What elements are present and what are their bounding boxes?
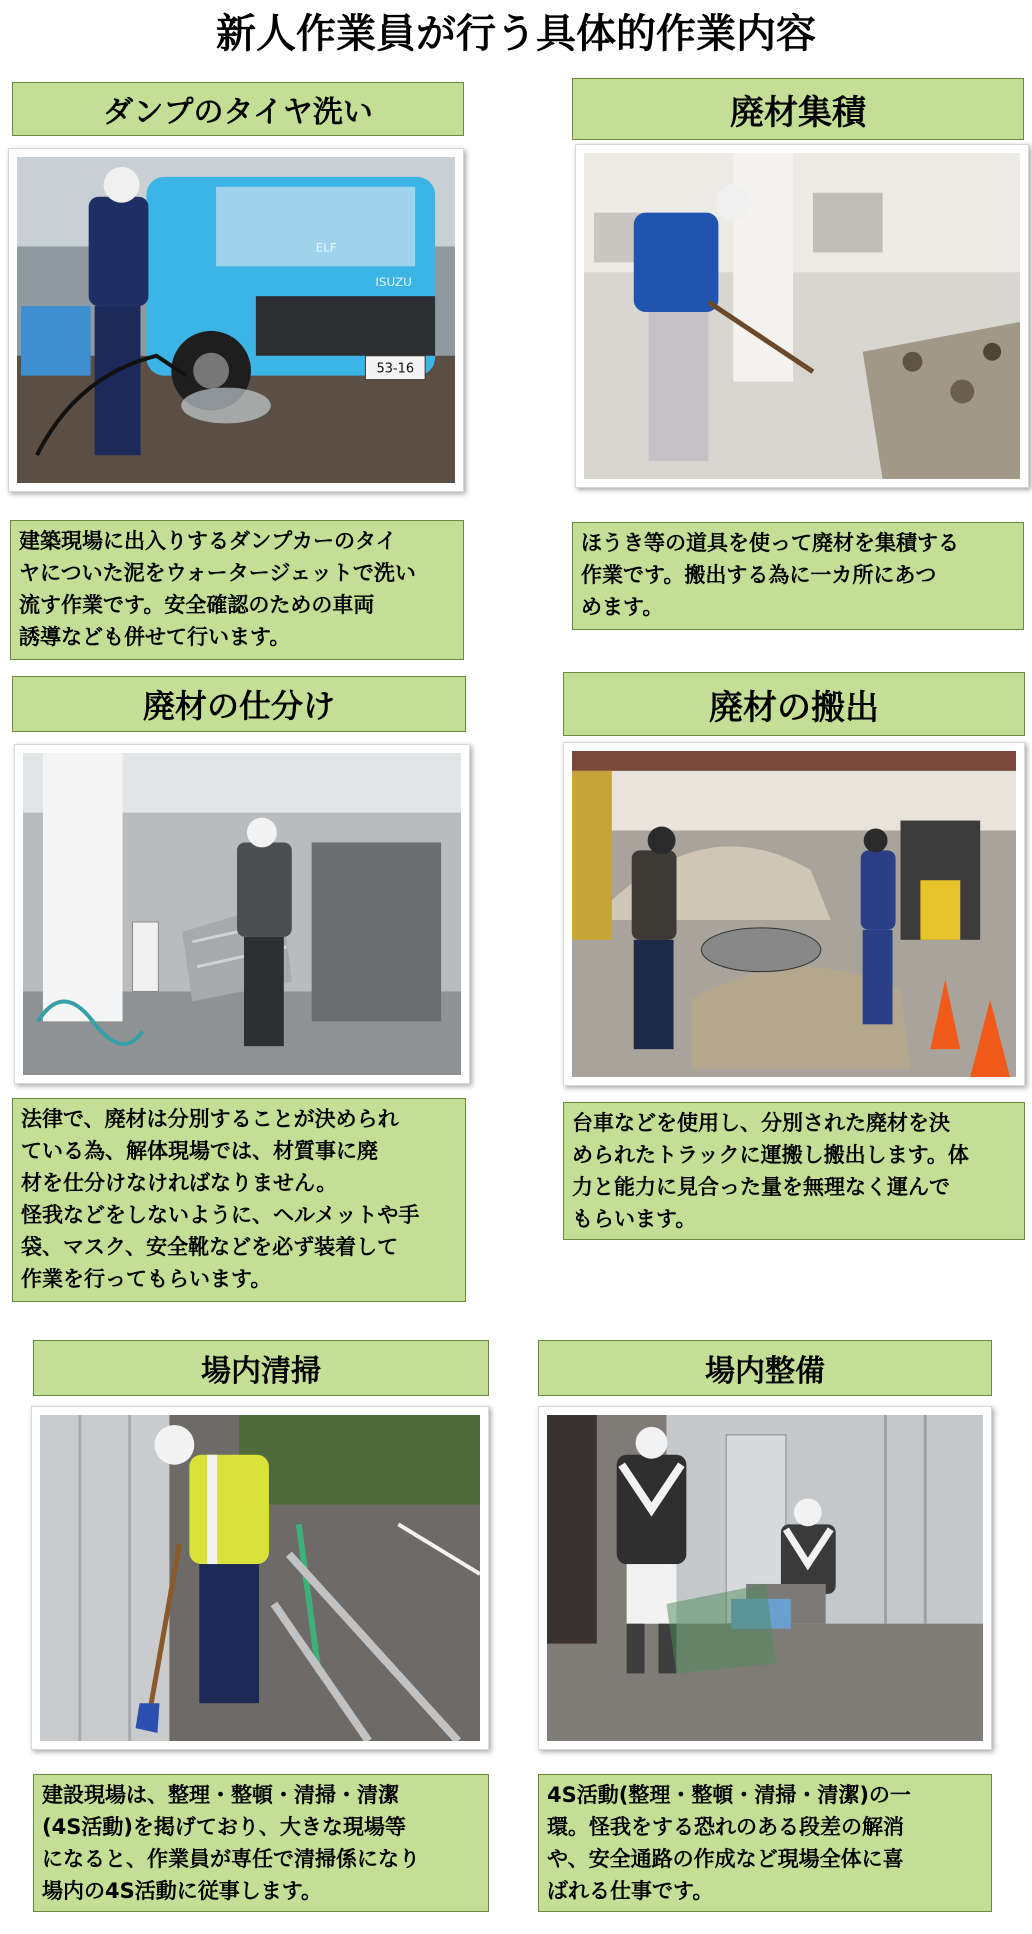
- photo-waste-sorting: [14, 744, 470, 1084]
- page-title: 新人作業員が行う具体的作業内容: [216, 11, 816, 57]
- heading-waste-sorting: [12, 676, 466, 732]
- photo-waste-collection: [575, 144, 1029, 488]
- heading-text: 場内清掃: [201, 1354, 321, 1389]
- svg-text:ISUZU: ISUZU: [375, 275, 412, 290]
- photo-waste-removal: [563, 742, 1025, 1086]
- photo-dump-tire-washing: [8, 148, 464, 492]
- svg-text:ELF: ELF: [315, 240, 337, 255]
- photo-site-maintenance: [538, 1406, 992, 1750]
- heading-text: 廃材の仕分け: [142, 687, 335, 725]
- heading-site-maintenance: [538, 1340, 992, 1396]
- heading-text: 廃材の搬出: [709, 687, 879, 728]
- heading-waste-collection: [572, 78, 1024, 140]
- description-site-maintenance: 4S活動(整理・整頓・清掃・清潔)の一 環。怪我をする恐れのある段差の解消 や、安全通路の作成など現場全体に喜 ばれる仕事です。: [538, 1774, 992, 1912]
- heading-waste-removal: [563, 672, 1025, 736]
- description-waste-sorting: 法律で、廃材は分別することが決められ ている為、解体現場では、材質事に廃 材を仕分けなければなりません。 怪我などをしないように、ヘルメットや手 袋、マスク、安全靴などを必ず装着して 作業を行ってもらいます。: [12, 1098, 466, 1302]
- heading-site-cleaning: [33, 1340, 489, 1396]
- description-waste-removal: 台車などを使用し、分別された廃材を決 められたトラックに運搬し搬出します。体 力と能力に見合った量を無理なく運んで もらいます。: [563, 1102, 1025, 1240]
- description-site-cleaning: 建設現場は、整理・整頓・清掃・清潔 (4S活動)を掲げており、大きな現場等 になると、作業員が専任で清掃係になり 場内の4S活動に従事します。: [33, 1774, 489, 1912]
- description-waste-collection: ほうき等の道具を使って廃材を集積する 作業です。搬出する為に一カ所にあつ めます。: [572, 522, 1024, 630]
- svg-text:53-16: 53-16: [376, 361, 415, 377]
- heading-dump-tire-washing: [12, 82, 464, 136]
- description-dump-tire-washing: 建築現場に出入りするダンプカーのタイ ヤについた泥をウォータージェットで洗い 流す作業です。安全確認のための車両 誘導なども併せて行います。: [10, 520, 464, 660]
- heading-text: 場内整備: [705, 1354, 825, 1389]
- heading-text: 廃材集積: [730, 92, 866, 133]
- photo-site-cleaning: [31, 1406, 489, 1750]
- heading-text: ダンプのタイヤ洗い: [103, 95, 373, 130]
